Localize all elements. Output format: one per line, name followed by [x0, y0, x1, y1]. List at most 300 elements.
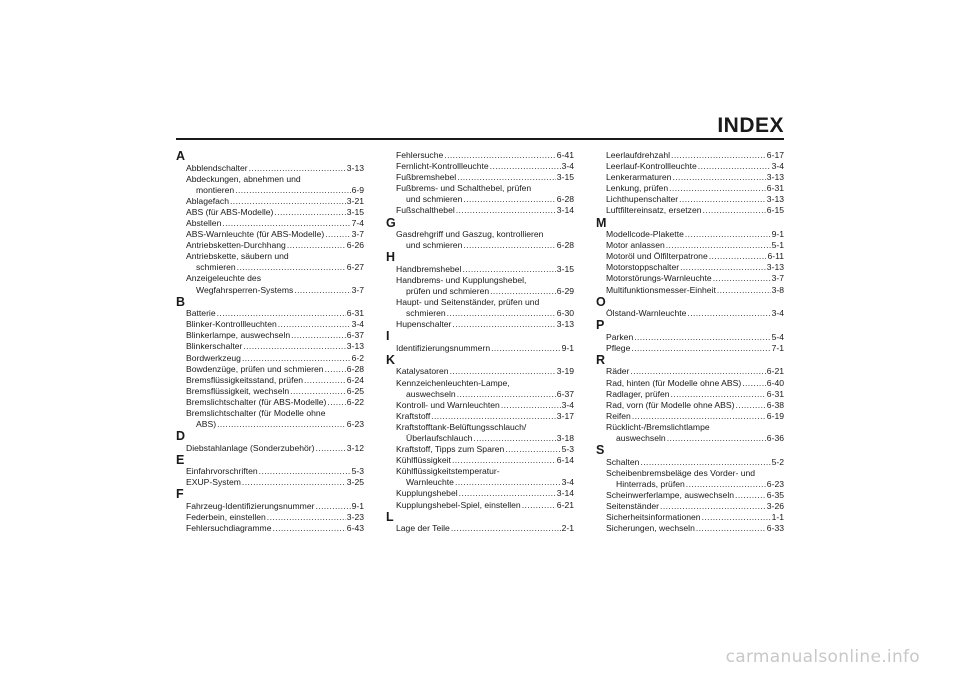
index-entry — [176, 408, 364, 430]
index-entry — [596, 523, 784, 534]
index-letter-heading: P — [596, 318, 605, 333]
index-page-ref: 6-26 — [346, 240, 364, 251]
dot-leader — [316, 501, 351, 512]
index-page-ref: 6-43 — [346, 523, 364, 534]
index-page-ref: 6-9 — [351, 184, 364, 195]
index-entry-text: Rad, vorn (für Modelle ohne ABS) — [606, 399, 735, 410]
index-entry-text: Bremsflüssigkeitsstand, prüfen — [186, 374, 304, 385]
dot-leader — [686, 479, 766, 490]
index-entry-text: Warnleuchte — [406, 477, 454, 488]
index-page-ref: 6-31 — [766, 183, 784, 194]
dot-leader — [249, 163, 346, 174]
index-page-ref: 5-3 — [561, 444, 574, 455]
dot-leader — [267, 512, 346, 523]
index-entry-text: EXUP-System — [186, 477, 241, 488]
dot-leader — [287, 240, 346, 251]
index-page-ref: 6-37 — [346, 330, 364, 341]
index-entry-text: Fehlersuchdiagramme — [186, 523, 272, 534]
dot-leader — [696, 523, 766, 534]
index-entry-text: Antriebsketten-Durchhang — [186, 240, 286, 251]
index-entry — [176, 341, 364, 352]
index-page-ref: 3-19 — [556, 366, 574, 377]
index-entry — [176, 218, 364, 229]
dot-leader — [304, 375, 346, 386]
index-entry — [386, 455, 574, 466]
index-entry-text: Kraftstoff — [396, 410, 431, 421]
watermark-text[interactable]: carmanualsonline.info — [725, 647, 920, 667]
index-entry-text: Federbein, einstellen — [186, 512, 266, 523]
index-entry — [596, 240, 784, 251]
index-entry — [596, 490, 784, 501]
index-entry — [386, 488, 574, 499]
index-entry-text: und schmieren — [406, 194, 463, 205]
index-entry — [596, 422, 784, 444]
dot-leader — [660, 501, 766, 512]
index-letter-heading: B — [176, 294, 186, 309]
index-page-ref: 3-4 — [771, 308, 784, 319]
index-entry — [596, 273, 784, 284]
index-page-ref: 3-4 — [561, 477, 574, 488]
dot-leader — [447, 308, 556, 319]
index-entry — [386, 150, 574, 161]
dot-leader — [325, 229, 350, 240]
dot-leader — [294, 285, 350, 296]
dot-leader — [235, 185, 350, 196]
index-entry-text: Kühlflüssigkeit — [396, 455, 451, 466]
index-page-ref: 3-21 — [346, 195, 364, 206]
index-entry — [176, 397, 364, 408]
index-page-ref: 6-21 — [556, 499, 574, 510]
index-page-ref: 6-40 — [766, 377, 784, 388]
index-page-ref: 6-30 — [556, 308, 574, 319]
index-entry-text: auswechseln — [616, 432, 666, 443]
index-entry-text: Bremslichtschalter (für Modelle ohne — [186, 407, 326, 418]
index-entry-text: Multifunktionsmesser-Einheit — [606, 284, 716, 295]
index-letter-heading: E — [176, 452, 185, 467]
index-page-ref: 2-1 — [561, 523, 574, 534]
index-entry-text: Haupt- und Seitenständer, prüfen und — [396, 297, 540, 308]
index-entry — [176, 163, 364, 174]
index-entry-text: Rad, hinten (für Modelle ohne ABS) — [606, 377, 742, 388]
index-entry — [596, 194, 784, 205]
dot-leader — [217, 419, 346, 430]
index-page-ref: 3-8 — [771, 284, 784, 295]
index-entry-text: Kraftstofftank-Belüftungsschlauch/ — [396, 421, 527, 432]
index-page-ref: 6-15 — [766, 205, 784, 216]
dot-leader — [273, 523, 346, 534]
dot-leader — [709, 251, 767, 262]
index-page-ref: 5-1 — [771, 240, 784, 251]
index-page-ref: 9-1 — [561, 342, 574, 353]
index-page-ref: 3-4 — [351, 319, 364, 330]
dot-leader — [463, 240, 555, 251]
index-page-ref: 3-17 — [556, 410, 574, 421]
index-letter-heading: S — [596, 443, 605, 458]
index-page-ref: 7-1 — [771, 342, 784, 353]
dot-leader — [452, 319, 555, 330]
index-column-1 — [176, 150, 364, 534]
dot-leader — [291, 330, 346, 341]
index-entry — [386, 466, 574, 488]
index-entry-text: Reifen — [606, 410, 631, 421]
index-entry — [596, 172, 784, 183]
index-page-ref: 6-17 — [766, 150, 784, 160]
index-entry-text: Wegfahrsperren-Systems — [196, 284, 294, 295]
index-entry — [386, 411, 574, 422]
index-page-ref: 1-1 — [771, 512, 784, 523]
index-page-ref: 6-23 — [766, 478, 784, 489]
index-entry-text: Bowdenzüge, prüfen und schmieren — [186, 363, 324, 374]
dot-leader — [463, 194, 555, 205]
dot-leader — [672, 172, 765, 183]
index-entry-text: Überlaufschlauch — [406, 432, 473, 443]
index-page-ref: 7-4 — [351, 217, 364, 228]
index-entry-text: prüfen und schmieren — [406, 285, 490, 296]
index-page-ref: 6-28 — [556, 240, 574, 251]
index-entry — [386, 264, 574, 275]
index-entry — [596, 389, 784, 400]
index-entry — [386, 319, 574, 330]
index-entry-text: Katalysatoren — [396, 366, 449, 377]
index-entry-text: Scheinwerferlampe, auswechseln — [606, 489, 735, 500]
index-entry-text: Motor anlassen — [606, 240, 665, 251]
index-entry — [596, 411, 784, 422]
index-entry-text: Batterie — [186, 308, 216, 319]
index-entry-text: Ölstand-Warnleuchte — [606, 308, 687, 319]
index-entry — [596, 161, 784, 172]
index-page-ref: 3-13 — [346, 162, 364, 173]
index-entry-text: Gasdrehgriff und Gaszug, kontrollieren — [396, 229, 544, 240]
dot-leader — [457, 389, 556, 400]
dot-leader — [456, 205, 556, 216]
index-page-ref: 5-2 — [771, 456, 784, 467]
index-entry — [596, 251, 784, 262]
index-entry-text: Bremsflüssigkeit, wechseln — [186, 385, 290, 396]
index-entry-text: Lage der Teile — [396, 523, 450, 534]
index-entry-text: Antriebskette, säubern und — [186, 251, 289, 262]
dot-leader — [459, 488, 556, 499]
index-page-ref: 3-7 — [351, 229, 364, 240]
index-page-ref: 6-33 — [766, 523, 784, 534]
index-entry — [176, 466, 364, 477]
index-entry — [596, 378, 784, 389]
index-entry-text: Sicherungen, wechseln — [606, 523, 695, 534]
index-entry-text: Parken — [606, 331, 634, 342]
index-page-ref: 6-41 — [556, 150, 574, 160]
dot-leader — [669, 183, 766, 194]
index-entry — [176, 251, 364, 273]
index-entry-text: Kupplungshebel-Spiel, einstellen — [396, 499, 521, 510]
index-entry-text: Fehlersuche — [396, 150, 444, 160]
dot-leader — [490, 286, 556, 297]
dot-leader — [450, 366, 556, 377]
index-entry-text: Leerlauf-Kontrollleuchte — [606, 161, 697, 172]
dot-leader — [217, 308, 346, 319]
index-page-ref: 9-1 — [351, 500, 364, 511]
index-entry-text: Bremslichtschalter (für ABS-Modelle) — [186, 396, 327, 407]
index-letter-heading: G — [386, 215, 396, 230]
index-entry — [176, 364, 364, 375]
dot-leader — [325, 364, 346, 375]
index-entry — [386, 161, 574, 172]
index-page-ref: 9-1 — [771, 229, 784, 240]
index-entry-text: Sicherheitsinformationen — [606, 512, 701, 523]
index-entry — [176, 501, 364, 512]
index-page-ref: 6-29 — [556, 285, 574, 296]
dot-leader — [679, 194, 766, 205]
index-entry — [386, 422, 574, 444]
dot-leader — [667, 433, 766, 444]
index-entry — [596, 183, 784, 194]
index-entry — [176, 196, 364, 207]
index-entry-text: ABS (für ABS-Modelle) — [186, 206, 274, 217]
index-entry — [176, 512, 364, 523]
index-entry — [596, 332, 784, 343]
index-entry-text: Seitenständer — [606, 500, 660, 511]
index-entry-text: Fernlicht-Kontrollleuchte — [396, 161, 489, 172]
dot-leader — [237, 262, 346, 273]
dot-leader — [259, 466, 351, 477]
index-page-ref: 3-18 — [556, 432, 574, 443]
index-page-ref: 6-31 — [346, 308, 364, 319]
index-entry — [176, 229, 364, 240]
page-title: INDEX — [717, 114, 784, 137]
index-page-ref: 6-22 — [346, 396, 364, 407]
index-entry-text: Abblendschalter — [186, 162, 248, 173]
dot-leader — [671, 150, 766, 161]
dot-leader — [634, 332, 770, 343]
index-entry-text: Hinterrads, prüfen — [616, 478, 685, 489]
dot-leader — [230, 196, 346, 207]
dot-leader — [630, 366, 765, 377]
index-entry — [176, 273, 364, 295]
dot-leader — [702, 512, 771, 523]
index-entry — [176, 207, 364, 218]
index-entry-text: Handbremshebel — [396, 263, 462, 274]
index-entry — [176, 386, 364, 397]
index-column-2 — [386, 150, 574, 534]
index-entry — [176, 375, 364, 386]
index-entry — [596, 512, 784, 523]
index-page-ref: 3-4 — [561, 399, 574, 410]
dot-leader — [274, 207, 345, 218]
dot-leader — [462, 264, 555, 275]
index-entry — [386, 500, 574, 511]
index-page-ref: 3-23 — [346, 512, 364, 523]
index-entry — [176, 443, 364, 454]
index-entry — [386, 444, 574, 455]
index-entry — [596, 366, 784, 377]
index-entry-text: Blinkerschalter — [186, 341, 243, 352]
index-entry — [386, 172, 574, 183]
index-entry — [386, 275, 574, 297]
index-entry-text: Motorstörungs-Warnleuchte — [606, 273, 712, 284]
index-page-ref: 6-19 — [766, 410, 784, 421]
index-entry-text: Motoröl und Ölfilterpatrone — [606, 251, 708, 262]
index-entry-text: Abstellen — [186, 217, 222, 228]
dot-leader — [457, 172, 556, 183]
index-page-ref: 6-37 — [556, 388, 574, 399]
index-entry-text: Blinker-Kontrollleuchten — [186, 319, 277, 330]
index-entry — [596, 468, 784, 490]
dot-leader — [522, 500, 556, 511]
index-entry — [176, 477, 364, 488]
index-page-ref: 6-24 — [346, 374, 364, 385]
index-entry-text: Kraftstoff, Tipps zum Sparen — [396, 444, 505, 455]
index-entry-text: Kupplungshebel — [396, 488, 458, 499]
index-letter-heading: I — [386, 329, 390, 344]
index-letter-heading: A — [176, 149, 186, 163]
dot-leader — [452, 455, 556, 466]
index-entry — [596, 229, 784, 240]
dot-leader — [685, 229, 771, 240]
index-entry-text: Scheibenbremsbeläge des Vorder- und — [606, 467, 756, 478]
index-entry-text: Motorstoppschalter — [606, 262, 680, 273]
index-entry-text: Fußbremshebel — [396, 172, 457, 183]
index-entry — [386, 343, 574, 354]
index-entry-text: Räder — [606, 366, 630, 377]
index-entry-text: Modellcode-Plakette — [606, 229, 684, 240]
index-entry — [386, 366, 574, 377]
index-entry-text: Schalten — [606, 456, 640, 467]
index-entry — [596, 285, 784, 296]
index-entry-text: ABS) — [196, 419, 217, 430]
index-entry-text: Anzeigeleuchte des — [186, 273, 262, 284]
index-page-ref: 6-31 — [766, 388, 784, 399]
index-page-ref: 3-4 — [771, 161, 784, 172]
index-letter-heading: O — [596, 294, 606, 309]
dot-leader — [687, 308, 770, 319]
title-underline — [176, 138, 784, 140]
dot-leader — [431, 411, 556, 422]
index-entry-text: Einfahrvorschriften — [186, 466, 258, 477]
dot-leader — [222, 218, 350, 229]
index-entry — [596, 343, 784, 354]
index-entry-text: Radlager, prüfen — [606, 388, 670, 399]
index-page-ref: 3-7 — [771, 273, 784, 284]
index-entry-text: Fußbrems- und Schalthebel, prüfen — [396, 183, 532, 194]
dot-leader — [717, 285, 771, 296]
index-entry — [386, 378, 574, 400]
dot-leader — [327, 397, 345, 408]
dot-leader — [278, 319, 351, 330]
index-entry — [386, 400, 574, 411]
dot-leader — [473, 433, 555, 444]
dot-leader — [631, 343, 770, 354]
dot-leader — [713, 273, 771, 284]
index-entry — [176, 240, 364, 251]
index-page-ref: 6-36 — [766, 432, 784, 443]
dot-leader — [736, 400, 766, 411]
index-page-ref: 6-2 — [351, 352, 364, 363]
index-entry — [596, 205, 784, 216]
index-page-ref: 3-15 — [556, 172, 574, 183]
dot-leader — [742, 378, 766, 389]
index-entry — [176, 174, 364, 196]
dot-leader — [490, 161, 561, 172]
index-entry-text: Identifizierungsnummern — [396, 342, 491, 353]
index-entry — [176, 319, 364, 330]
index-page-ref: 3-13 — [766, 194, 784, 205]
index-entry-text: Blinkerlampe, auswechseln — [186, 330, 291, 341]
index-letter-heading: D — [176, 429, 186, 444]
index-entry-text: Kontroll- und Warnleuchten — [396, 399, 500, 410]
dot-leader — [451, 523, 561, 534]
index-entry-text: montieren — [196, 184, 235, 195]
index-entry-text: auswechseln — [406, 388, 456, 399]
index-entry-text: Lichthupenschalter — [606, 194, 679, 205]
index-entry-text: Luftfiltereinsatz, ersetzen — [606, 205, 702, 216]
index-page-ref: 3-13 — [766, 262, 784, 273]
index-entry — [386, 297, 574, 319]
index-page-ref: 3-14 — [556, 488, 574, 499]
index-page-ref: 6-25 — [346, 385, 364, 396]
index-entry — [386, 229, 574, 251]
index-page-ref: 3-25 — [346, 477, 364, 488]
dot-leader — [666, 240, 771, 251]
index-entry — [176, 308, 364, 319]
index-entry-text: schmieren — [406, 308, 446, 319]
index-entry — [596, 262, 784, 273]
index-letter-heading: M — [596, 215, 607, 230]
index-entry — [386, 183, 574, 205]
index-entry — [386, 523, 574, 534]
index-page-ref: 5-3 — [351, 466, 364, 477]
index-entry-text: Leerlaufdrehzahl — [606, 150, 671, 160]
index-letter-heading: L — [386, 509, 394, 524]
index-entry — [596, 150, 784, 161]
index-page-ref: 3-13 — [766, 172, 784, 183]
index-entry-text: Abdeckungen, abnehmen und — [186, 173, 301, 184]
index-column-3 — [596, 150, 784, 534]
index-entry-text: Fahrzeug-Identifizierungsnummer — [186, 500, 315, 511]
dot-leader — [632, 411, 766, 422]
index-page-ref: 6-38 — [766, 399, 784, 410]
dot-leader — [491, 343, 560, 354]
index-entry-text: ABS-Warnleuchte (für ABS-Modelle) — [186, 229, 325, 240]
index-page-ref: 3-13 — [556, 319, 574, 330]
index-page-ref: 3-15 — [346, 206, 364, 217]
dot-leader — [455, 477, 561, 488]
index-page-ref: 6-28 — [556, 194, 574, 205]
dot-leader — [316, 443, 346, 454]
index-page-ref: 6-11 — [767, 251, 784, 262]
dot-leader — [680, 262, 766, 273]
dot-leader — [703, 205, 766, 216]
index-entry-text: Bordwerkzeug — [186, 352, 241, 363]
index-page-ref: 6-28 — [346, 363, 364, 374]
index-page-ref: 6-27 — [346, 262, 364, 273]
index-entry-text: Kennzeichenleuchten-Lampe, — [396, 377, 510, 388]
dot-leader — [242, 477, 346, 488]
index-page-ref: 3-26 — [766, 500, 784, 511]
index-entry — [596, 308, 784, 319]
index-entry — [176, 353, 364, 364]
index-entry — [176, 330, 364, 341]
index-page-ref: 6-23 — [346, 419, 364, 430]
index-page-ref: 3-13 — [346, 341, 364, 352]
dot-leader — [501, 400, 561, 411]
index-entry — [596, 457, 784, 468]
dot-leader — [243, 341, 345, 352]
index-entry-text: Lenkerarmaturen — [606, 172, 672, 183]
index-page-ref: 3-7 — [351, 284, 364, 295]
index-letter-heading: R — [596, 352, 606, 367]
dot-leader — [735, 490, 766, 501]
index-page-ref: 6-35 — [766, 489, 784, 500]
index-page-ref: 5-4 — [771, 331, 784, 342]
index-letter-heading: K — [386, 352, 396, 367]
